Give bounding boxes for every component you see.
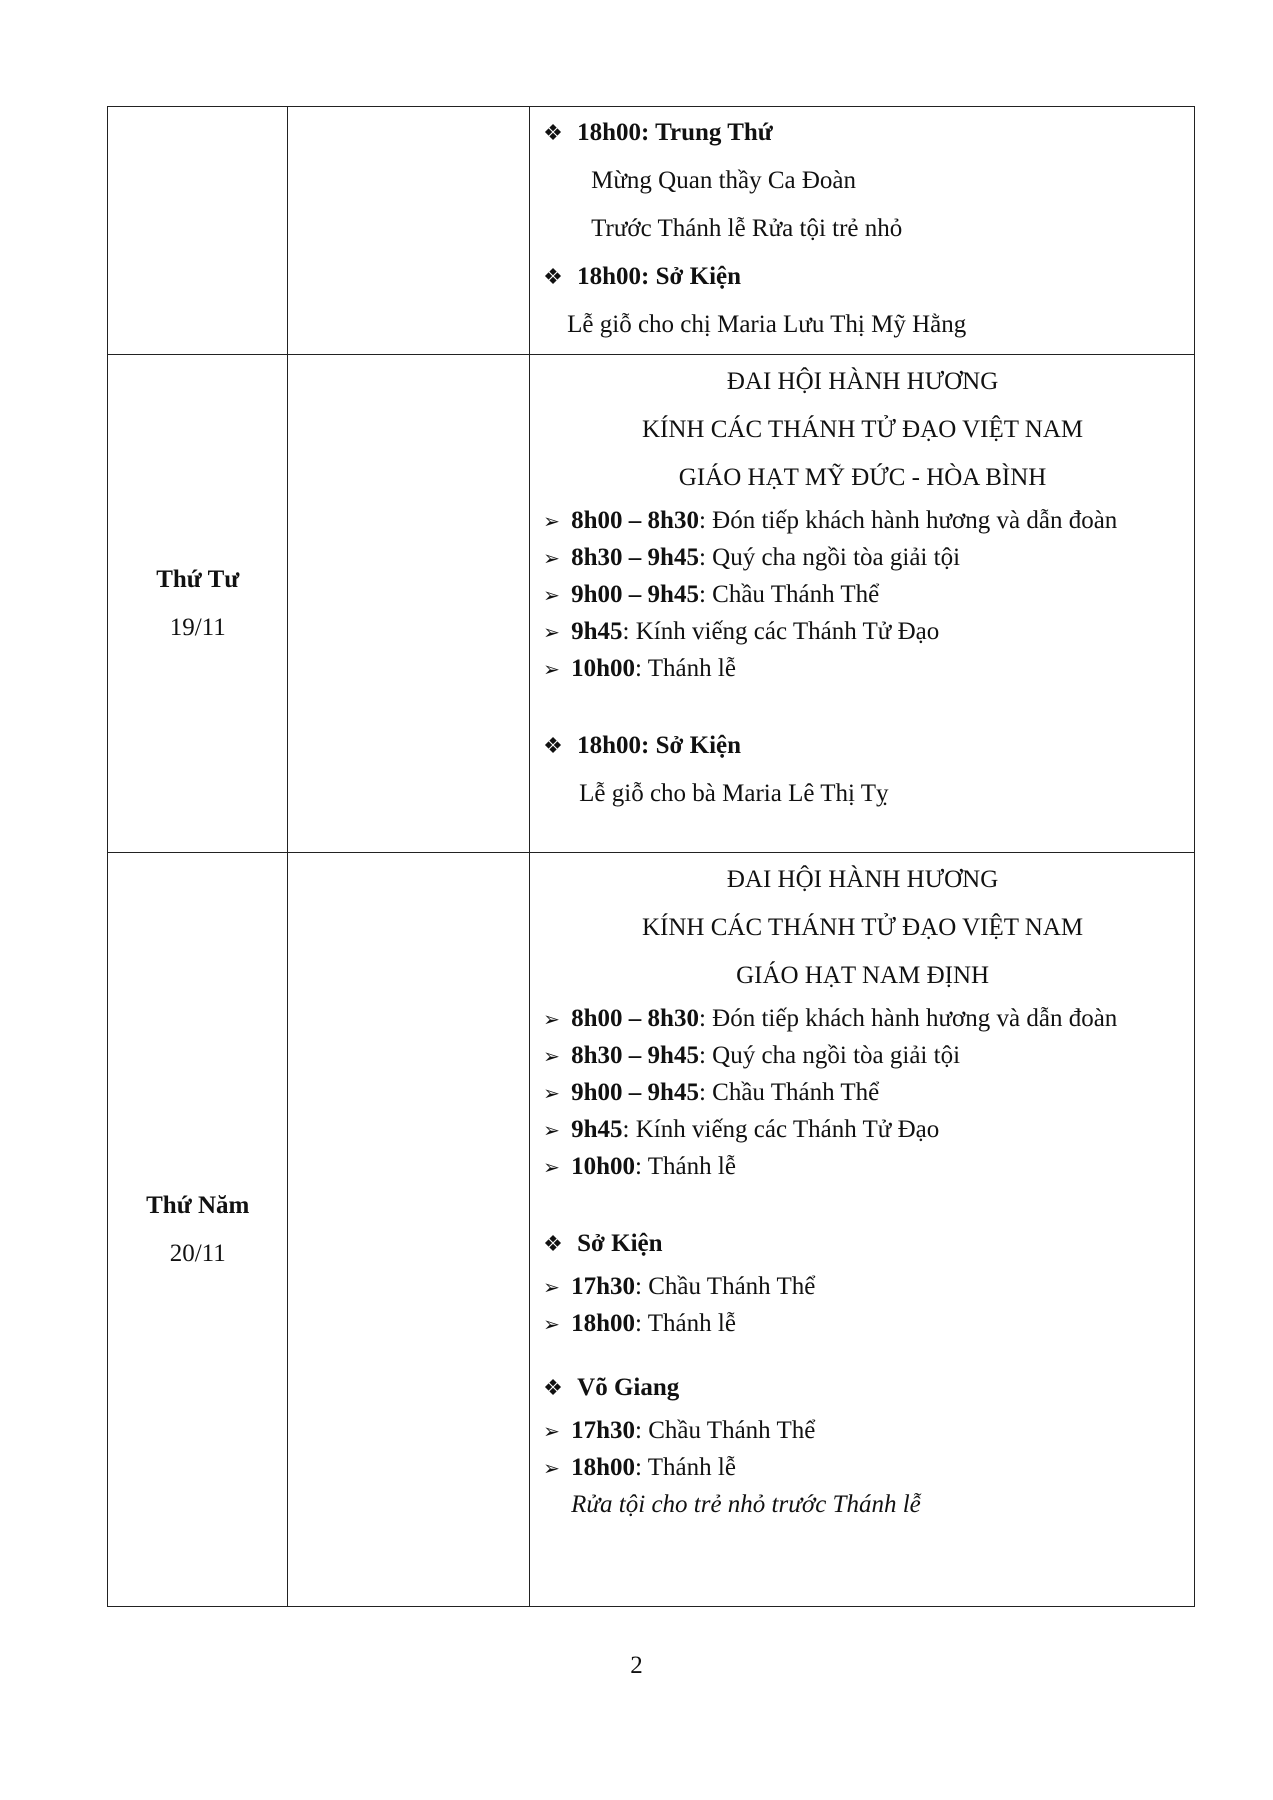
table-row <box>108 355 1195 853</box>
spacer <box>543 1342 1182 1364</box>
arrow-bullet-icon: ➢ <box>543 1155 560 1179</box>
page-number: 2 <box>630 1652 643 1679</box>
table-row <box>108 107 1195 355</box>
arrow-bullet-icon: ➢ <box>543 1118 560 1142</box>
day-name: Thứ Tư <box>156 565 240 593</box>
schedule-item: ➢ 17h30: Chầu Thánh Thể <box>543 1268 1182 1305</box>
place-heading: ❖ Sở Kiện <box>543 1220 1182 1268</box>
arrow-bullet-icon: ➢ <box>543 1275 560 1299</box>
diamond-bullet-icon: ❖ <box>543 734 563 759</box>
schedule-item: ➢ 17h30: Chầu Thánh Thể <box>543 1412 1182 1449</box>
diamond-bullet-icon: ❖ <box>543 265 563 290</box>
day-date: 19/11 <box>169 613 226 641</box>
schedule-item: ➢ 8h00 – 8h30: Đón tiếp khách hành hương và dẫn đoàn <box>543 502 1182 539</box>
empty-cell <box>288 355 530 853</box>
schedule-item: ➢ 8h00 – 8h30: Đón tiếp khách hành hương và dẫn đoàn <box>543 1000 1182 1037</box>
pilgrimage-heading: ĐAI HỘI HÀNH HƯƠNG <box>726 368 999 395</box>
event-heading: ❖ 18h00: Trung Thứ <box>543 109 1182 157</box>
day-cell <box>108 355 288 853</box>
empty-cell <box>288 853 530 1607</box>
day-name: Thứ Năm <box>146 1191 250 1219</box>
arrow-bullet-icon: ➢ <box>543 1419 560 1443</box>
spacer <box>543 687 1182 722</box>
schedule-item: ➢ 9h45: Kính viếng các Thánh Tử Đạo <box>543 613 1182 650</box>
schedule-item: ➢ 9h45: Kính viếng các Thánh Tử Đạo <box>543 1111 1182 1148</box>
pilgrimage-heading: GIÁO HẠT MỸ ĐỨC - HÒA BÌNH <box>678 464 1047 491</box>
place-heading: ❖ Võ Giang <box>543 1364 1182 1412</box>
pilgrimage-heading: ĐAI HỘI HÀNH HƯƠNG <box>726 866 999 893</box>
table-row <box>108 853 1195 1607</box>
pilgrimage-heading: KÍNH CÁC THÁNH TỬ ĐẠO VIỆT NAM <box>641 914 1084 941</box>
arrow-bullet-icon: ➢ <box>543 620 560 644</box>
empty-cell <box>288 107 530 355</box>
schedule-item: ➢ 10h00: Thánh lễ <box>543 1148 1182 1185</box>
event-line: Trước Thánh lễ Rửa tội trẻ nhỏ <box>591 215 903 242</box>
arrow-bullet-icon: ➢ <box>543 1456 560 1480</box>
arrow-bullet-icon: ➢ <box>543 1044 560 1068</box>
pilgrimage-heading: KÍNH CÁC THÁNH TỬ ĐẠO VIỆT NAM <box>641 416 1084 443</box>
events-cell <box>530 853 1195 1607</box>
events-cell <box>530 355 1195 853</box>
schedule-item: ➢ 10h00: Thánh lễ <box>543 650 1182 687</box>
schedule-item: ➢ 18h00: Thánh lễ <box>543 1449 1182 1486</box>
arrow-bullet-icon: ➢ <box>543 1081 560 1105</box>
schedule-item: ➢ 18h00: Thánh lễ <box>543 1305 1182 1342</box>
schedule-table <box>107 106 1195 1607</box>
spacer <box>543 1185 1182 1220</box>
arrow-bullet-icon: ➢ <box>543 657 560 681</box>
arrow-bullet-icon: ➢ <box>543 509 560 533</box>
day-cell <box>108 107 288 355</box>
schedule-item: ➢ 9h00 – 9h45: Chầu Thánh Thể <box>543 576 1182 613</box>
arrow-bullet-icon: ➢ <box>543 1007 560 1031</box>
schedule-item: ➢ 9h00 – 9h45: Chầu Thánh Thể <box>543 1074 1182 1111</box>
schedule-item: ➢ 8h30 – 9h45: Quý cha ngồi tòa giải tội <box>543 539 1182 576</box>
event-line: Mừng Quan thầy Ca Đoàn <box>591 167 857 194</box>
arrow-bullet-icon: ➢ <box>543 1312 560 1336</box>
schedule-item: ➢ 8h30 – 9h45: Quý cha ngồi tòa giải tội <box>543 1037 1182 1074</box>
event-line: Lễ giỗ cho chị Maria Lưu Thị Mỹ Hằng <box>567 311 967 338</box>
event-line: Lễ giỗ cho bà Maria Lê Thị Tỵ <box>579 780 889 807</box>
event-heading: ❖ 18h00: Sở Kiện <box>543 253 1182 301</box>
day-date: 20/11 <box>169 1239 226 1267</box>
day-cell <box>108 853 288 1607</box>
pilgrimage-heading: GIÁO HẠT NAM ĐỊNH <box>736 962 990 989</box>
event-heading: ❖ 18h00: Sở Kiện <box>543 722 1182 770</box>
events-cell <box>530 107 1195 355</box>
diamond-bullet-icon: ❖ <box>543 121 563 146</box>
diamond-bullet-icon: ❖ <box>543 1376 563 1401</box>
arrow-bullet-icon: ➢ <box>543 546 560 570</box>
diamond-bullet-icon: ❖ <box>543 1232 563 1257</box>
note-line: Rửa tội cho trẻ nhỏ trước Thánh lễ <box>571 1491 921 1518</box>
arrow-bullet-icon: ➢ <box>543 583 560 607</box>
